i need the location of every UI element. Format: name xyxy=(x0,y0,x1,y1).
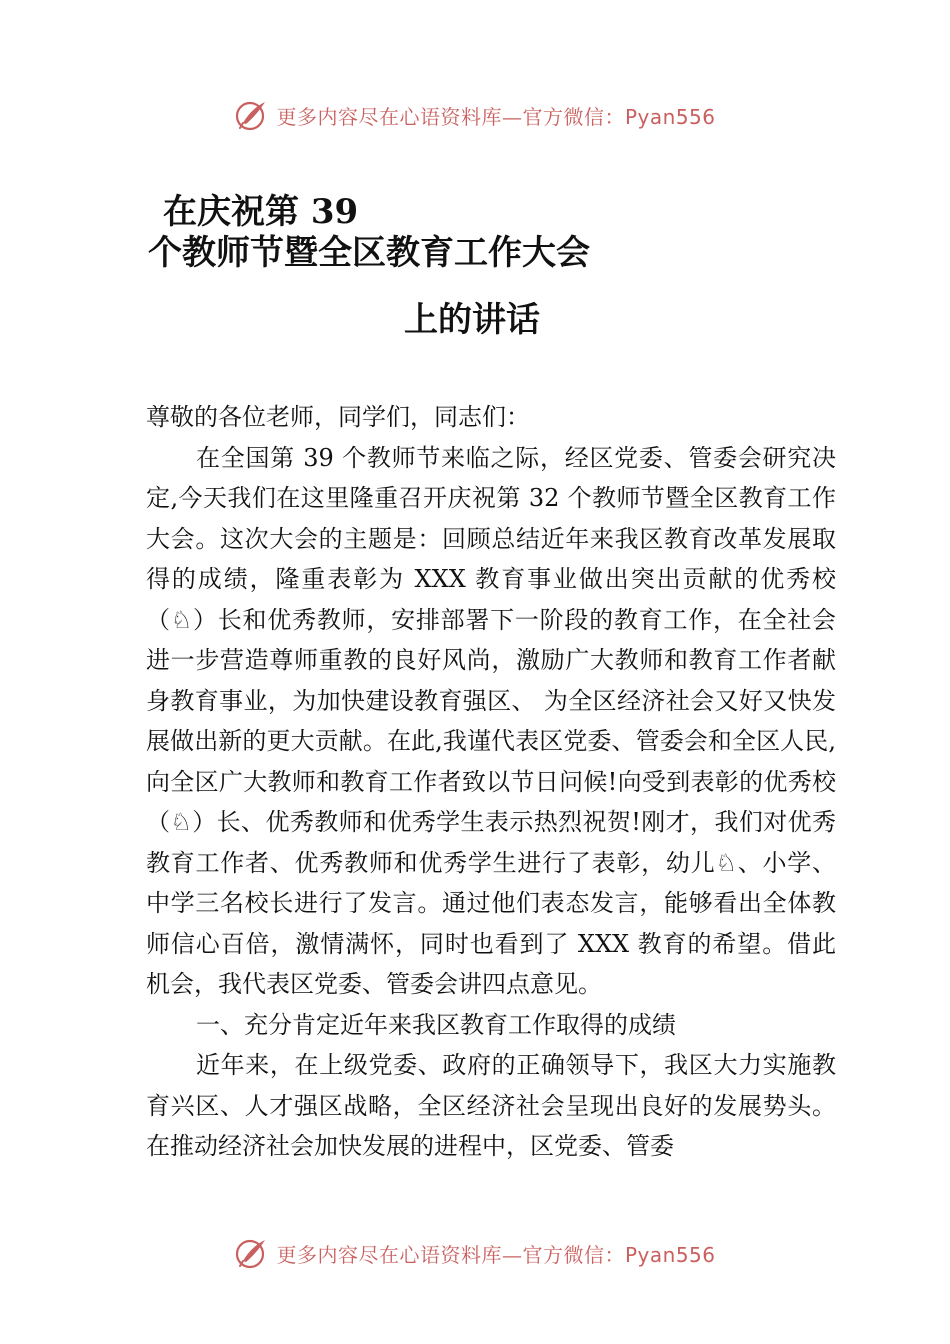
watermark-slogan: 更多内容尽在心语资料库—官方微信： xyxy=(276,1242,625,1267)
quill-logo-icon xyxy=(234,1235,270,1271)
watermark-text xyxy=(276,101,715,130)
salutation: 尊敬的各位老师，同学们，同志们： xyxy=(146,403,530,431)
footer-watermark xyxy=(0,1233,950,1273)
watermark-account: Pyan556 xyxy=(624,1242,716,1267)
header-watermark xyxy=(0,95,950,135)
watermark-text xyxy=(276,1239,715,1268)
title-line-1: 在庆祝第 39 xyxy=(163,192,359,232)
watermark-account: Pyan556 xyxy=(624,104,716,129)
section-heading-1: 一、充分肯定近年来我区教育工作取得的成绩 xyxy=(196,1010,676,1039)
opening-paragraph: 在全国第 39 个教师节来临之际，经区党委、管委会研究决定,今天我们在这里隆重召开庆祝第 32 个教师节暨全区教育工作大会。这次大会的主题是：回顾总结近年来我区教育改革发展取得的成绩，隆重表彰为 XXX 教育事业做出突出贡献的优秀校（♘）长和优秀教师，安排部署下一阶段的教育工作，在全社会进一步营造尊师重教的良好风尚，激励广大教师和教育工作者献身教育事业，为加快建设教育强区、 为全区经济社会又好又快发展做出新的更大贡献。在此,我谨代表区党委、管委会和全区人民, 向全区广大教师和教育工作者致以节日问候!向受到表彰的优秀校（♘）长、优秀教师和优秀学生表示热烈祝贺!刚才，我们对优秀教育工作者、优秀教师和优秀学生进行了表彰，幼儿♘、小学、中学三名校长进行了发言。通过他们表态发言，能够看出全体教师信心百倍，激情满怀，同时也看到了 XXX 教育的希望。借此机会，我代表区党委、管委会讲四点意见。 xyxy=(146,443,836,998)
title-line-3: 上的讲话 xyxy=(404,300,540,340)
title-line-2: 个教师节暨全区教育工作大会 xyxy=(148,233,590,273)
section-1-paragraph: 近年来，在上级党委、政府的正确领导下，我区大力实施教育兴区、人才强区战略，全区经济社会呈现出良好的发展势头。在推动经济社会加快发展的进程中，区党委、管委 xyxy=(146,1051,836,1160)
quill-logo-icon xyxy=(234,97,270,133)
speech-body xyxy=(146,397,836,1167)
watermark-slogan: 更多内容尽在心语资料库—官方微信： xyxy=(276,104,625,129)
